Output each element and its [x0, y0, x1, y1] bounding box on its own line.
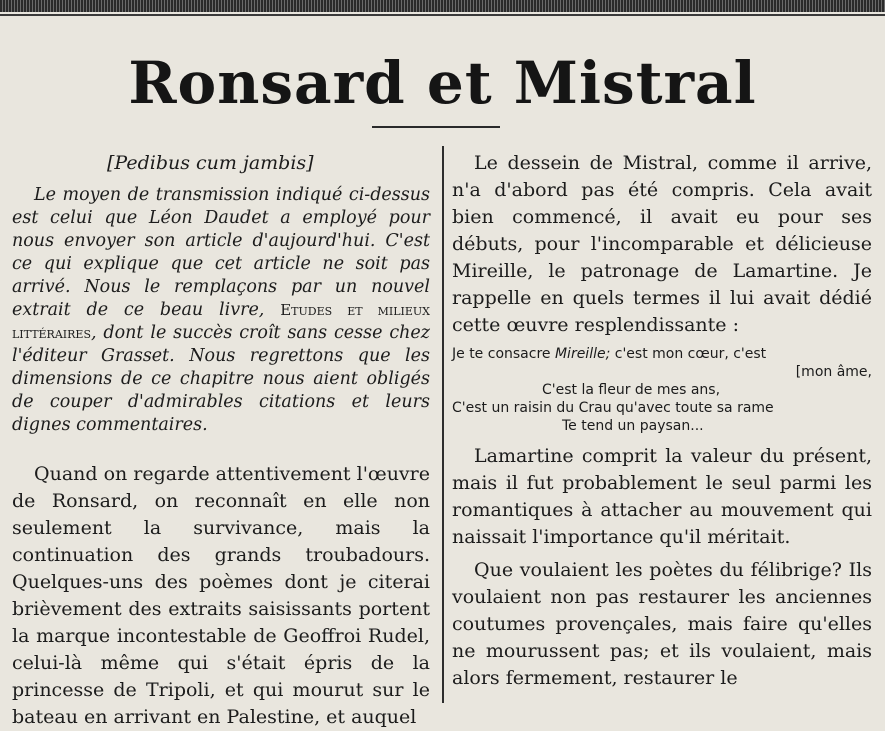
title-underline — [372, 126, 500, 128]
verse-line-1a: Je te consacre — [452, 346, 555, 362]
verse-line-1c: c'est mon cœur, c'est — [610, 346, 767, 362]
verse-quote — [452, 345, 872, 435]
right-paragraph-3: Que voulaient les poètes du félibrige? Ils voulaient non pas restaurer les anciennes coutumes provençales, mais faire qu'elles ne mourussent pas; et ils voulaient, mais alors fermement, restaurer le — [452, 559, 872, 689]
intro-part-2: , dont le succès croît sans cesse chez l'éditeur Grasset. Nous regrettons que les dimensions de ce chapitre nous aient obligés de couper d'admirables citations et leurs dignes commentaires. — [12, 323, 430, 435]
left-body-paragraph: Quand on regarde attentivement l'œuvre de Ronsard, on reconnaît en elle non seulement la survivance, mais la continuation des grands troubadours. Quelques-uns des poèmes dont je citerai brièvement des extraits saisissants portent la marque incontestable de Geoffroi Rudel, celui-là même qui s'était épris de la princesse de Tripoli, et qui mourut sur le bateau en arrivant en Palestine, et auquel — [12, 463, 430, 728]
verse-line-1b: Mireille; — [554, 346, 611, 362]
verse-line-1 — [452, 345, 872, 363]
book-title: Etudes et milieux littéraires — [12, 301, 430, 342]
right-column — [452, 150, 872, 692]
left-column — [12, 150, 430, 731]
kicker: [Pedibus cum jambis] — [107, 152, 314, 174]
right-paragraph-2: Lamartine comprit la valeur du présent, mais il fut probablement le seul parmi les romantiques à attacher au mouvement qui naissait l'importance qu'il méritait. — [452, 445, 872, 548]
verse-line-1-continued: [mon âme, — [795, 364, 872, 380]
intro-note — [12, 184, 430, 437]
article-title: Ronsard et Mistral — [128, 49, 757, 117]
intro-part-1: Le moyen de transmission indiqué ci-dessus est celui que Léon Daudet a employé pour nous envoyer son article d'aujourd'hui. C'est ce qui explique que cet article ne soit pas arrivé. Nous le remplaçons par un nouvel extrait de ce beau livre, — [12, 185, 430, 320]
verse-line-4: Te tend un paysan... — [562, 418, 704, 434]
top-rule-line — [0, 14, 885, 16]
top-hatched-rule — [0, 0, 885, 12]
verse-line-2: C'est la fleur de mes ans, — [542, 382, 721, 398]
column-divider — [442, 146, 444, 703]
right-paragraph-1: Le dessein de Mistral, comme il arrive, n'a d'abord pas été compris. Cela avait bien commencé, il avait eu pour ses débuts, pour l'incomparable et délicieuse Mireille, le patronage de Lamartine. Je rappelle en quels termes il lui avait dédié cette œuvre resplendissante : — [452, 152, 872, 336]
verse-line-3: C'est un raisin du Crau qu'avec toute sa rame — [452, 400, 774, 416]
